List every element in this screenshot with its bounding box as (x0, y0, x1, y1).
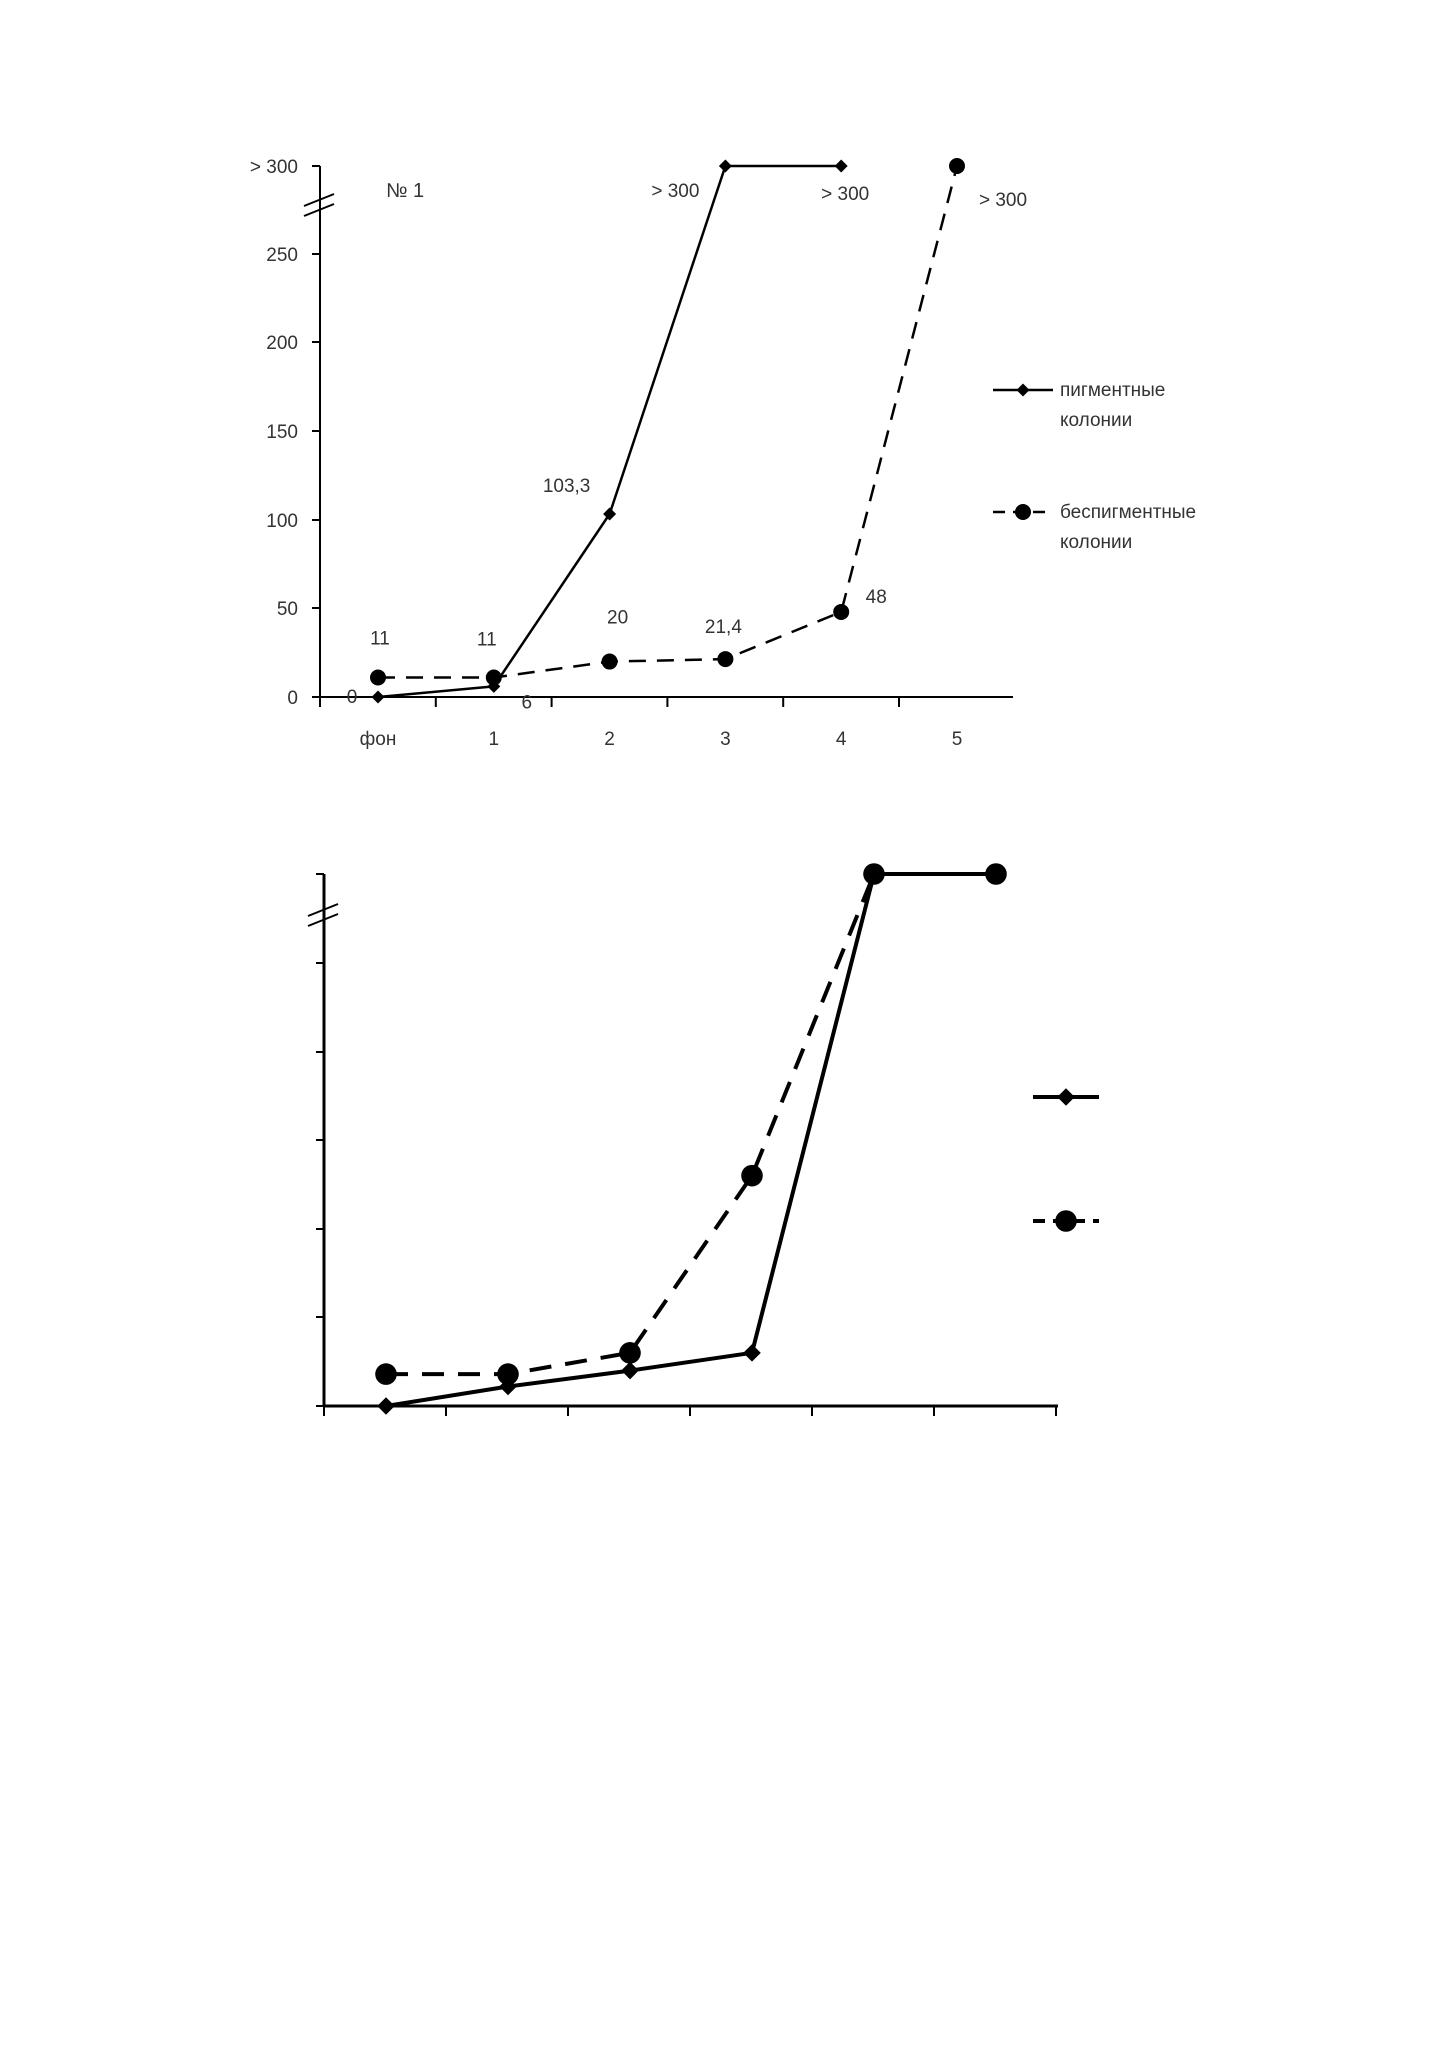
chart-1-x-tick-label: 1 (488, 729, 500, 750)
chart-2-series-1-point (377, 1397, 395, 1415)
chart-1-series-1-point (719, 160, 732, 173)
chart-2-series-2-line (386, 874, 996, 1374)
chart-1-y-tick-label: 200 (266, 333, 298, 354)
chart-2-series-1-line (386, 874, 996, 1406)
chart-1-x-tick-label: 5 (951, 729, 963, 750)
chart-2-series-1-point (621, 1362, 639, 1380)
chart-1-series-2-point (602, 654, 618, 670)
chart-2-series-2-point (375, 1363, 397, 1385)
chart-2-series-2-point (985, 863, 1007, 885)
chart-1-series-2-point (717, 651, 733, 667)
chart-1-series-2-point (833, 604, 849, 620)
chart-1-series-1-data-label: > 300 (651, 181, 700, 202)
chart-1-legend-label-1: колонии (1060, 410, 1133, 431)
chart-1-y-tick-label: 50 (276, 599, 298, 620)
chart-1-y-tick-label: 0 (287, 688, 298, 709)
chart-1-legend-label-1: пигментные (1060, 380, 1166, 401)
chart-1-series-1-point (372, 691, 385, 704)
chart-1-series-2-point (370, 670, 386, 686)
chart-1-legend-label-2: колонии (1060, 532, 1133, 553)
chart-1-x-tick-label: 4 (835, 729, 847, 750)
chart-1-x-tick-label: фон (359, 729, 397, 750)
chart-1-y-tick-label: > 300 (249, 157, 298, 178)
chart-1-series-1-data-label: 0 (346, 687, 358, 708)
chart-1-series-2-data-label: 20 (607, 607, 629, 629)
chart-1-y-tick-label: 250 (266, 245, 298, 266)
chart-1-series-1-data-label: > 300 (821, 184, 870, 205)
chart-2-series-2-point (741, 1165, 763, 1187)
chart-1-legend-label-2: беспигментные (1060, 502, 1197, 523)
chart-1-panel-label: № 1 (386, 180, 425, 202)
chart-1-series-2-data-label: 11 (476, 629, 497, 651)
chart-1-y-tick-label: 100 (266, 511, 298, 532)
chart-1-series-1-data-label: 103,3 (542, 475, 591, 497)
chart-2-legend-marker-2 (1055, 1210, 1077, 1232)
chart-1-x-tick-label: 2 (604, 729, 615, 750)
chart-2-series-2-point (619, 1342, 641, 1364)
chart-2-series-1-point (743, 1344, 761, 1362)
chart-1-series-2-point (949, 158, 965, 174)
chart-1-series-2-point (486, 670, 502, 686)
chart-1-series-1-point (835, 160, 848, 173)
chart-2-series-2-point (497, 1363, 519, 1385)
chart-1-series-2-data-label: 21,4 (704, 617, 742, 639)
chart-1-series-2-data-label: > 300 (978, 190, 1028, 211)
chart-2-legend-marker-1 (1057, 1088, 1075, 1106)
chart-1-series-1-data-label: 6 (521, 692, 533, 714)
chart-1-series-2-data-label: 11 (370, 628, 390, 650)
chart-1-series-2-data-label: 48 (865, 586, 887, 608)
chart-1-y-tick-label: 150 (266, 422, 298, 443)
chart-1-series-1-point (603, 507, 616, 520)
chart-2-series-2-point (863, 863, 885, 885)
chart-1-x-tick-label: 3 (720, 729, 731, 750)
chart-1-legend-marker-2 (1015, 504, 1031, 520)
chart-1-legend-marker-1 (1017, 384, 1030, 397)
